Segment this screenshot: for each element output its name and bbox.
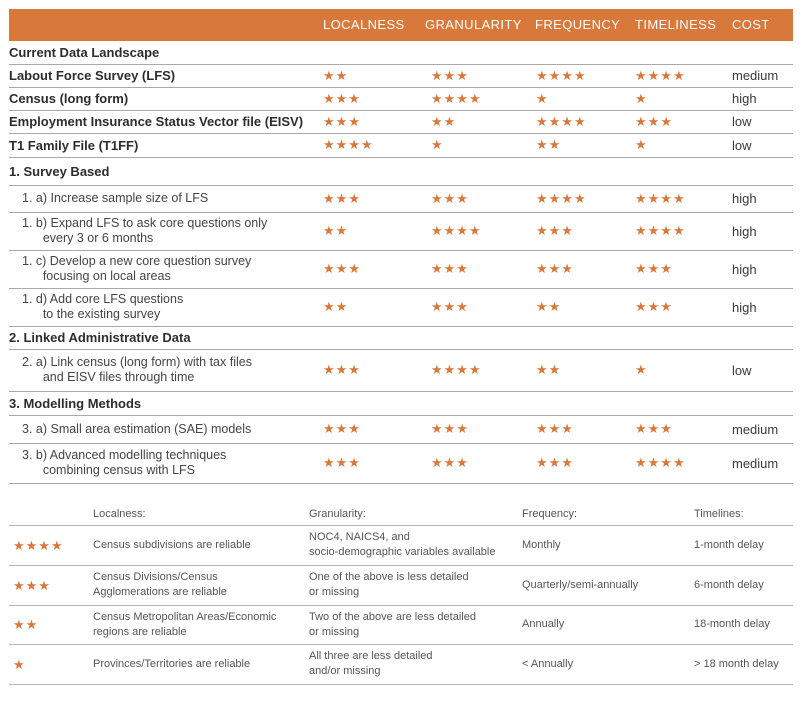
time-stars: ★★★ — [635, 113, 673, 129]
legend-header-freq: Frequency: — [522, 507, 578, 520]
freq-rating-cell — [536, 415, 631, 443]
time-stars: ★★★ — [635, 421, 673, 436]
loc-rating-cell — [323, 185, 423, 212]
row-label: Employment Insurance Status Vector file (EISV) — [9, 114, 304, 129]
time-stars: ★★★ — [635, 261, 673, 276]
loc-stars: ★★★ — [323, 90, 361, 106]
time-stars: ★★★ — [635, 299, 673, 314]
header-cost: COST — [732, 17, 770, 32]
gran-stars: ★★★ — [431, 190, 469, 206]
header-granularity: GRANULARITY — [425, 17, 522, 32]
section-title: 1. Survey Based — [9, 163, 110, 179]
time-rating-cell — [635, 415, 730, 443]
legend-stars-cell — [13, 565, 51, 605]
cost-value: high — [732, 223, 757, 239]
legend-header-gran: Granularity: — [309, 507, 366, 520]
legend-time-text: 6-month delay — [694, 578, 764, 591]
legend-time-text: 1-month delay — [694, 538, 764, 551]
legend-stars: ★★★★ — [13, 537, 64, 553]
legend-stars: ★★★ — [13, 577, 51, 593]
table-row — [9, 288, 793, 327]
table-row — [9, 250, 793, 289]
time-rating-cell — [635, 110, 730, 133]
time-stars: ★ — [635, 90, 648, 106]
freq-rating-cell — [536, 64, 631, 87]
gran-stars: ★★★ — [431, 261, 469, 276]
gran-stars: ★★ — [431, 113, 457, 129]
freq-stars: ★ — [536, 90, 549, 106]
gran-stars: ★★★★ — [431, 362, 482, 377]
freq-rating-cell — [536, 87, 631, 110]
legend-time-text: 18-month delay — [694, 618, 770, 630]
loc-stars: ★★★ — [323, 261, 361, 276]
gran-rating-cell — [431, 288, 531, 326]
legend-freq-text: Quarterly/semi-annually — [522, 578, 639, 591]
loc-rating-cell — [323, 349, 423, 391]
row-label: Census (long form) — [9, 91, 129, 106]
freq-rating-cell — [536, 349, 631, 391]
cost-value: high — [732, 299, 757, 315]
freq-rating-cell — [536, 212, 631, 250]
legend-stars: ★ — [13, 656, 26, 672]
legend-row — [9, 525, 793, 566]
header-frequency: FREQUENCY — [535, 17, 621, 32]
gran-rating-cell — [431, 349, 531, 391]
freq-stars: ★★ — [536, 362, 562, 377]
cost-value: low — [732, 137, 752, 153]
cost-value: low — [732, 114, 752, 129]
row-label: T1 Family File (T1FF) — [9, 137, 139, 153]
gran-rating-cell — [431, 110, 531, 133]
section-row — [9, 391, 793, 416]
loc-stars: ★★★ — [323, 113, 361, 129]
gran-stars: ★★★ — [431, 421, 469, 436]
time-rating-cell — [635, 64, 730, 87]
loc-stars: ★★★ — [323, 455, 361, 470]
time-stars: ★ — [635, 137, 648, 152]
row-label: Labout Force Survey (LFS) — [9, 68, 176, 83]
freq-stars: ★★ — [536, 137, 562, 152]
row-label: 3. a) Small area estimation (SAE) models — [22, 421, 252, 436]
table-row — [9, 349, 793, 392]
freq-rating-cell — [536, 110, 631, 133]
table-row — [9, 64, 793, 88]
loc-stars: ★★ — [323, 223, 349, 238]
legend-stars-cell — [13, 644, 26, 684]
cost-value: high — [732, 261, 757, 277]
time-rating-cell — [635, 443, 730, 483]
table-row — [9, 443, 793, 484]
freq-stars: ★★★★ — [536, 190, 587, 206]
legend-gran-text: Two of the above are less detailed or missing — [309, 610, 476, 638]
gran-stars: ★★★ — [431, 455, 469, 470]
loc-stars: ★★★ — [323, 362, 361, 377]
table-row — [9, 212, 793, 251]
legend-loc-text: Census Metropolitan Areas/Economic regions are reliable — [93, 610, 277, 638]
section-title: 3. Modelling Methods — [9, 395, 142, 411]
legend-gran-text: All three are less detailed and/or missing — [309, 650, 433, 677]
freq-rating-cell — [536, 443, 631, 483]
freq-rating-cell — [536, 288, 631, 326]
freq-stars: ★★ — [536, 299, 562, 314]
row-label: 3. b) Advanced modelling techniques combining census with LFS — [22, 448, 227, 477]
legend-row — [9, 605, 793, 645]
loc-rating-cell — [323, 443, 423, 483]
loc-stars: ★★ — [323, 299, 349, 314]
freq-stars: ★★★★ — [536, 113, 587, 129]
loc-rating-cell — [323, 133, 423, 157]
loc-rating-cell — [323, 87, 423, 110]
legend-loc-text: Census Divisions/Census Agglomerations are reliable — [93, 571, 227, 598]
gran-stars: ★★★ — [431, 67, 469, 83]
gran-stars: ★★★★ — [431, 90, 482, 106]
cost-value: medium — [732, 68, 779, 83]
freq-stars: ★★★ — [536, 421, 574, 436]
time-stars: ★★★★ — [635, 223, 686, 238]
table-row — [9, 87, 793, 111]
gran-rating-cell — [431, 185, 531, 212]
cost-value: medium — [732, 421, 779, 437]
time-rating-cell — [635, 87, 730, 110]
time-rating-cell — [635, 212, 730, 250]
cost-value: low — [732, 362, 752, 378]
row-label: 1. a) Increase sample size of LFS — [22, 191, 209, 205]
header-timeliness: TIMELINESS — [635, 17, 717, 32]
freq-rating-cell — [536, 133, 631, 157]
row-label: 1. d) Add core LFS questions to the existing survey — [22, 292, 184, 321]
legend-stars-cell — [13, 525, 64, 565]
freq-rating-cell — [536, 250, 631, 288]
cost-value: high — [732, 91, 757, 106]
loc-rating-cell — [323, 64, 423, 87]
legend-freq-text: Annually — [522, 618, 565, 630]
time-rating-cell — [635, 349, 730, 391]
section-title: Current Data Landscape — [9, 45, 160, 60]
loc-stars: ★★★ — [323, 190, 361, 206]
freq-stars: ★★★ — [536, 455, 574, 470]
cost-value: high — [732, 191, 757, 206]
freq-stars: ★★★ — [536, 261, 574, 276]
time-rating-cell — [635, 185, 730, 212]
table-row — [9, 185, 793, 213]
loc-rating-cell — [323, 250, 423, 288]
loc-rating-cell — [323, 212, 423, 250]
gran-rating-cell — [431, 87, 531, 110]
gran-stars: ★ — [431, 137, 444, 152]
table-row — [9, 415, 793, 444]
loc-rating-cell — [323, 415, 423, 443]
time-rating-cell — [635, 250, 730, 288]
legend-header — [9, 503, 793, 526]
freq-stars: ★★★ — [536, 223, 574, 238]
legend-gran-text: NOC4, NAICS4, and socio-demographic variables available — [309, 531, 496, 558]
legend-gran-text: One of the above is less detailed or missing — [309, 571, 469, 598]
section-row — [9, 326, 793, 350]
freq-rating-cell — [536, 185, 631, 212]
legend-loc-text: Census subdivisions are reliable — [93, 538, 251, 551]
table-row — [9, 110, 793, 134]
loc-rating-cell — [323, 288, 423, 326]
table-row — [9, 133, 793, 158]
section-title: 2. Linked Administrative Data — [9, 330, 191, 345]
gran-rating-cell — [431, 250, 531, 288]
legend-freq-text: < Annually — [522, 657, 574, 670]
legend-stars-cell — [13, 605, 38, 644]
legend-header-loc: Localness: — [93, 507, 146, 520]
legend-time-text: > 18 month delay — [694, 657, 779, 670]
section-row — [9, 157, 793, 186]
loc-stars: ★★★ — [323, 421, 361, 436]
time-stars: ★★★★ — [635, 190, 686, 206]
cost-value: medium — [732, 455, 779, 471]
table-header — [9, 9, 793, 41]
loc-stars: ★★★★ — [323, 137, 374, 152]
freq-stars: ★★★★ — [536, 67, 587, 83]
time-stars: ★★★★ — [635, 67, 686, 83]
gran-stars: ★★★★ — [431, 223, 482, 238]
gran-stars: ★★★ — [431, 299, 469, 314]
gran-rating-cell — [431, 415, 531, 443]
gran-rating-cell — [431, 212, 531, 250]
legend-loc-text: Provinces/Territories are reliable — [93, 657, 251, 670]
legend-row — [9, 644, 793, 685]
legend-stars: ★★ — [13, 617, 39, 632]
time-stars: ★ — [635, 362, 648, 377]
loc-stars: ★★ — [323, 67, 349, 83]
gran-rating-cell — [431, 64, 531, 87]
header-localness: LOCALNESS — [323, 17, 405, 32]
legend-freq-text: Monthly — [522, 538, 561, 551]
section-row — [9, 41, 793, 65]
gran-rating-cell — [431, 443, 531, 483]
gran-rating-cell — [431, 133, 531, 157]
row-label: 1. b) Expand LFS to ask core questions only every 3 or 6 months — [22, 216, 268, 245]
row-label: 2. a) Link census (long form) with tax files and EISV files through time — [22, 355, 252, 384]
time-rating-cell — [635, 133, 730, 157]
loc-rating-cell — [323, 110, 423, 133]
time-rating-cell — [635, 288, 730, 326]
row-label: 1. c) Develop a new core question survey focusing on local areas — [22, 254, 252, 283]
time-stars: ★★★★ — [635, 455, 686, 470]
legend-row — [9, 565, 793, 606]
legend-header-time: Timelines: — [694, 507, 744, 520]
